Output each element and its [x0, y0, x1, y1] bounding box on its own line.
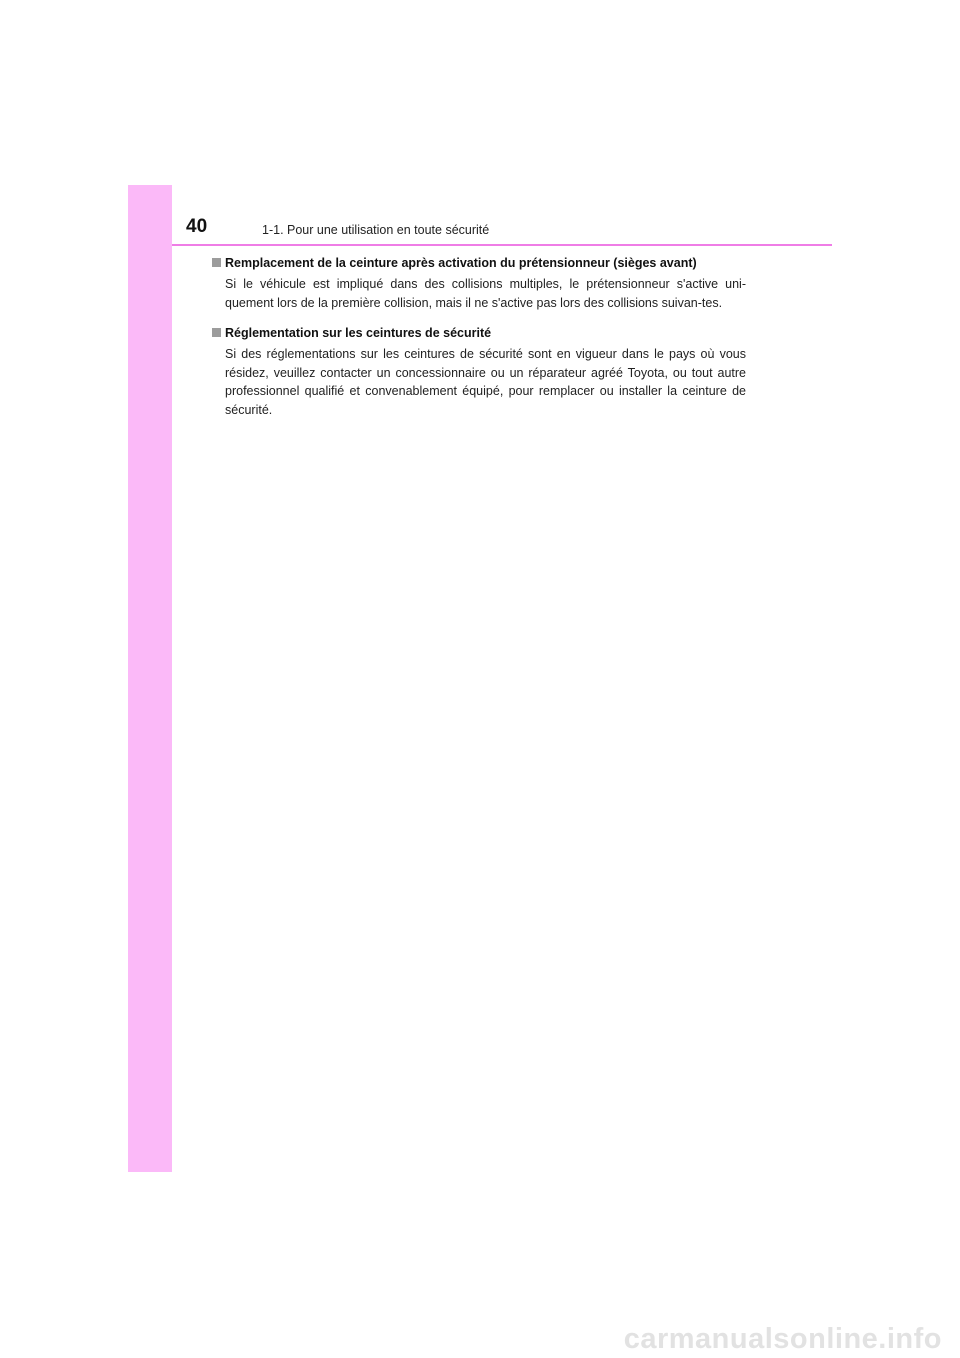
chapter-side-tab [128, 185, 172, 1172]
section-body: Si des réglementations sur les ceintures de sécurité sont en vigueur dans le pays où vous résidez, veuillez contacter un concessionnaire ou un réparateur agréé Toyota, ou tout autre professionnel qualifié et convenablement équipé, pour remplacer ou installer la ceinture de sécurité. [225, 347, 746, 417]
square-bullet-icon [212, 328, 221, 337]
heading-text: Réglementation sur les ceintures de sécurité [225, 326, 492, 340]
section-belt-replacement [210, 254, 746, 312]
section-body: Si le véhicule est impliqué dans des collisions multiples, le prétensionneur s'active uni-quement lors de la première collision, mais il ne s'active pas lors des collisions suivan-tes. [225, 277, 746, 310]
heading-text: Remplacement de la ceinture après activation du prétensionneur (sièges avant) [225, 256, 697, 270]
section-heading [210, 324, 746, 342]
section-heading [210, 254, 746, 272]
page-number: 40 [186, 216, 208, 237]
section-belt-regulation [210, 324, 746, 419]
watermark: carmanualsonline.info [623, 1323, 942, 1355]
main-content [210, 254, 746, 431]
square-bullet-icon [212, 258, 221, 267]
header-divider [172, 244, 832, 246]
section-title: 1-1. Pour une utilisation en toute sécurité [262, 223, 490, 237]
